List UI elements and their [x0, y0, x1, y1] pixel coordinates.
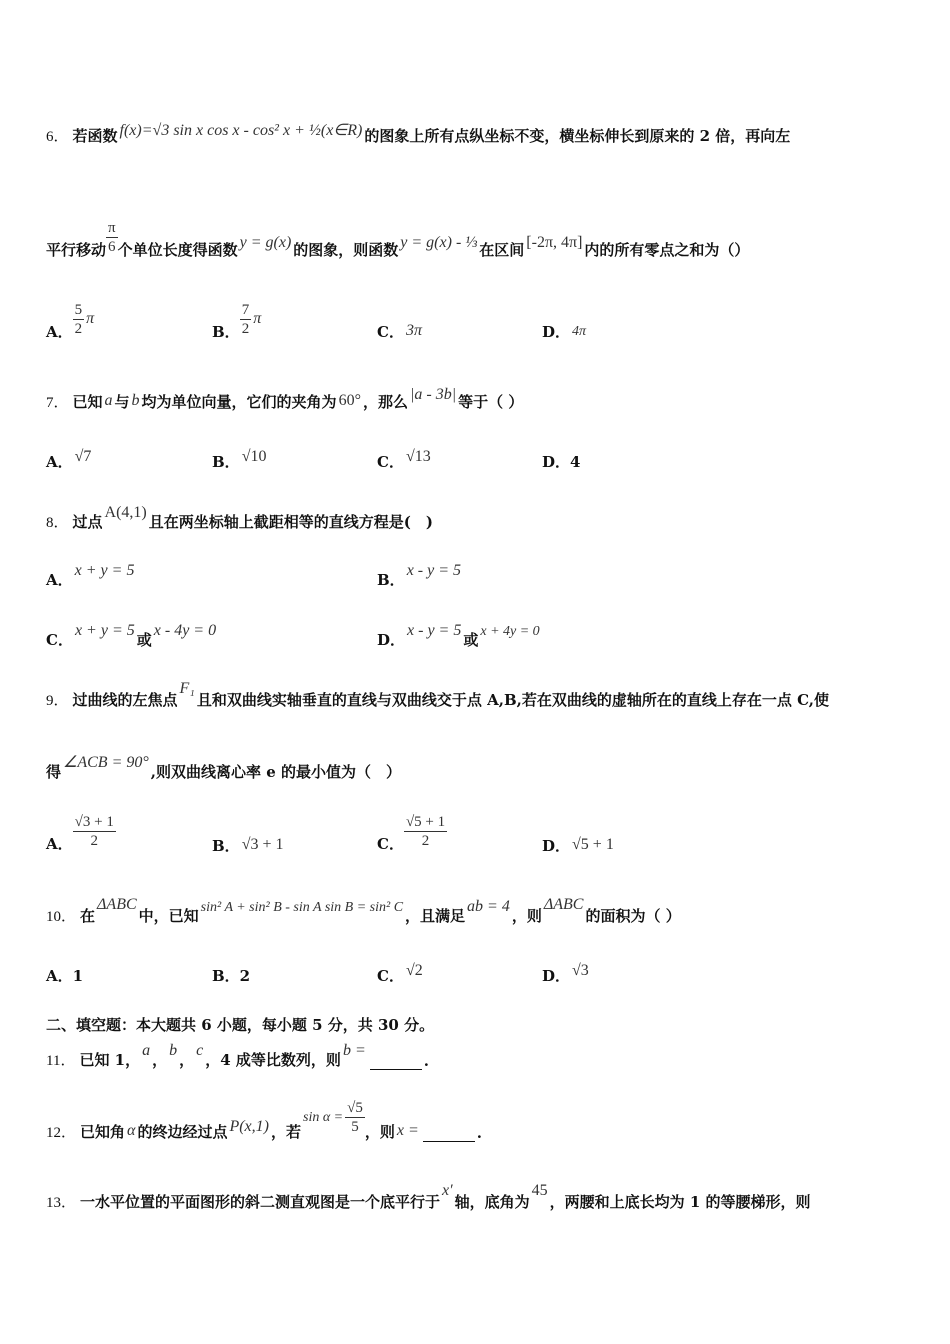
q8-option-b[interactable]	[377, 556, 463, 590]
question-number: 6．	[46, 129, 69, 145]
q6-option-d[interactable]	[542, 310, 588, 342]
option-label: B．	[212, 323, 240, 341]
question-text: 轴，底角为	[454, 1193, 530, 1211]
math-formula: x - 4y = 0	[153, 622, 217, 639]
question-text: 与	[114, 393, 130, 411]
q10-option-d[interactable]	[542, 954, 591, 986]
question-text: 已知 1，	[79, 1051, 141, 1069]
math-formula: 4π	[572, 324, 587, 339]
q8-option-c[interactable]	[46, 616, 218, 650]
question-number: 10．	[46, 909, 77, 925]
question-text: ，则	[364, 1123, 395, 1141]
math-variable: b	[169, 1042, 178, 1059]
q10-option-a[interactable]	[46, 954, 83, 986]
question-7-line	[46, 376, 904, 412]
q9-option-d[interactable]	[542, 826, 616, 856]
or-word: 或	[136, 631, 152, 649]
question-number: 9．	[46, 693, 69, 709]
question-text: 过点	[72, 513, 103, 531]
option-label: D．	[542, 323, 571, 341]
math-axis: x′	[442, 1182, 453, 1199]
option-label: A．	[46, 323, 73, 341]
separator: ，	[179, 1051, 195, 1069]
separator: ，	[152, 1051, 168, 1069]
math-fraction	[106, 219, 118, 256]
fraction-numerator: √5 + 1	[405, 814, 446, 830]
fraction-denominator: 6	[108, 239, 116, 255]
question-text: 内的所有零点之和为（）	[584, 241, 750, 259]
question-number: 8．	[46, 515, 69, 531]
math-fraction	[345, 1099, 365, 1136]
math-vector: b	[131, 392, 140, 409]
math-vector: a	[104, 392, 113, 409]
option-label: B．	[212, 837, 240, 855]
math-formula: x + y = 5	[74, 622, 135, 639]
q8-option-a[interactable]	[46, 556, 136, 590]
q7-option-b[interactable]	[212, 440, 268, 472]
question-text: ，则	[511, 907, 542, 925]
option-label: B．	[377, 571, 405, 589]
option-label: D．	[542, 837, 571, 855]
option-label: B．2	[212, 967, 251, 985]
option-label: A．1	[46, 967, 84, 985]
math-fraction	[73, 813, 116, 850]
q6-option-b[interactable]	[212, 296, 263, 342]
question-text: 个单位长度得函数	[117, 241, 238, 259]
option-label: A．	[46, 571, 73, 589]
question-8-line	[46, 496, 904, 532]
math-symbol: π	[253, 310, 262, 327]
option-label: C．	[377, 323, 404, 341]
question-text: 得	[46, 763, 62, 781]
q8-option-d[interactable]	[377, 616, 542, 650]
question-text: 在区间	[479, 241, 525, 259]
q9-option-a[interactable]	[46, 808, 116, 854]
option-label: D．	[542, 967, 571, 985]
q9-option-b[interactable]	[212, 826, 286, 856]
math-formula: x + 4y = 0	[480, 624, 540, 639]
math-formula: |a - 3b|	[409, 386, 457, 403]
math-fraction	[73, 301, 85, 338]
question-text: 一水平位置的平面图形的斜二测直观图是一个底平行于	[80, 1193, 441, 1211]
math-formula: √13	[405, 448, 431, 465]
q6-option-c[interactable]	[377, 310, 424, 342]
question-text: ，两腰和上底长均为 1 的等腰梯形，则	[549, 1193, 811, 1211]
q10-option-b[interactable]	[212, 954, 250, 986]
math-formula: f(x)=√3 sin x cos x - cos² x + ½(x∈R)	[119, 122, 363, 139]
math-formula: x + y = 5	[74, 562, 135, 579]
question-text: 在	[80, 907, 96, 925]
option-label: D．	[377, 631, 406, 649]
question-number: 11．	[46, 1053, 76, 1069]
math-formula: √5 + 1	[572, 836, 614, 853]
question-text: 平行移动	[46, 241, 107, 259]
math-triangle: ΔABC	[543, 896, 584, 913]
q7-option-a[interactable]	[46, 440, 93, 472]
question-text: .	[476, 1124, 483, 1142]
math-formula: √2	[405, 962, 423, 979]
fraction-denominator: 5	[351, 1119, 359, 1135]
question-6-line-2	[46, 214, 904, 260]
fraction-denominator: 2	[241, 321, 250, 337]
question-text: 的终边经过点	[137, 1123, 228, 1141]
math-point: A(4,1)	[104, 504, 147, 521]
math-formula: y = g(x)	[239, 234, 292, 251]
question-text: 已知	[72, 393, 103, 411]
question-text: ，若	[270, 1123, 301, 1141]
fraction-denominator: 2	[421, 833, 430, 849]
math-formula: ab = 4	[467, 898, 510, 915]
question-text: ，4 成等比数列，则	[205, 1051, 341, 1069]
question-text: 已知角	[80, 1123, 126, 1141]
math-variable: c	[196, 1042, 204, 1059]
option-label: C．	[46, 631, 73, 649]
option-label: A．	[46, 453, 73, 471]
math-interval: [-2π, 4π]	[526, 234, 583, 251]
math-formula: sin α =	[303, 1110, 344, 1125]
math-fraction	[240, 301, 252, 338]
math-formula: x =	[396, 1122, 419, 1139]
math-variable: a	[142, 1042, 151, 1059]
option-label: C．	[377, 835, 404, 853]
question-6-line-1	[46, 100, 904, 146]
math-angle: 60°	[338, 392, 361, 409]
math-fraction	[404, 813, 447, 850]
question-text: ，那么	[362, 393, 408, 411]
question-10-line	[46, 890, 904, 926]
math-angle: 45	[531, 1182, 548, 1199]
math-formula: x - y = 5	[406, 562, 462, 579]
question-12-line	[46, 1098, 904, 1142]
question-13-line	[46, 1178, 904, 1212]
question-text: ,则双曲线离心率 e 的最小值为（ ）	[150, 763, 401, 781]
math-angle: ∠ACB = 90°	[63, 754, 149, 771]
fraction-numerator: 5	[74, 302, 83, 318]
math-point: P(x,1)	[229, 1118, 269, 1135]
math-symbol: π	[86, 310, 95, 327]
question-number: 13．	[46, 1195, 77, 1211]
fraction-denominator: 2	[74, 321, 83, 337]
math-formula: √10	[241, 448, 267, 465]
question-text: 的图象，则函数	[293, 241, 399, 259]
question-text: ，且满足	[405, 907, 466, 925]
q6-option-a[interactable]	[46, 296, 96, 342]
question-11-line	[46, 1036, 904, 1070]
answer-blank[interactable]	[370, 1069, 422, 1070]
q9-option-c[interactable]	[377, 808, 447, 854]
fraction-numerator: √5	[347, 1100, 363, 1116]
option-label: C．	[377, 967, 404, 985]
math-focus: F₁	[179, 680, 195, 697]
q10-option-c[interactable]	[377, 954, 425, 986]
math-formula: √7	[74, 448, 92, 465]
question-text: 中，已知	[138, 907, 199, 925]
fraction-denominator: 2	[90, 833, 98, 849]
question-9-line-1	[46, 674, 904, 710]
question-number: 7．	[46, 395, 69, 411]
question-9-line-2	[46, 746, 904, 782]
question-number: 12．	[46, 1125, 77, 1141]
math-angle: α	[127, 1122, 136, 1139]
question-text: 若函数	[72, 127, 118, 145]
option-label: D．4	[542, 453, 581, 471]
q7-option-d[interactable]	[542, 440, 580, 472]
math-formula: √3 + 1	[241, 836, 284, 853]
question-text: 的面积为（ ）	[585, 907, 681, 925]
fraction-numerator: π	[108, 220, 116, 236]
fraction-numerator: 7	[241, 302, 250, 318]
math-formula: 3π	[405, 322, 422, 339]
answer-blank[interactable]	[423, 1141, 475, 1142]
question-text: .	[423, 1052, 429, 1070]
math-formula: y = g(x) - ⅓	[400, 234, 478, 251]
math-formula: b =	[342, 1042, 366, 1059]
question-text: 过曲线的左焦点	[72, 691, 178, 709]
option-label: C．	[377, 453, 404, 471]
question-text: 均为单位向量，它们的夹角为	[141, 393, 337, 411]
math-formula: sin² A + sin² B - sin A sin B = sin² C	[200, 900, 404, 915]
question-text: 且在两坐标轴上截距相等的直线方程是( )	[148, 513, 433, 531]
section-heading: 二、填空题：本大题共 6 小题，每小题 5 分，共 30 分。	[46, 1016, 435, 1034]
question-text: 且和双曲线实轴垂直的直线与双曲线交于点 A,B,若在双曲线的虚轴所在的直线上存在一点 C,使	[196, 691, 829, 709]
or-word: 或	[463, 631, 479, 649]
fraction-numerator: √3 + 1	[74, 814, 114, 830]
math-triangle: ΔABC	[97, 896, 137, 913]
question-text: 的图象上所有点纵坐标不变，横坐标伸长到原来的 2 倍，再向左	[364, 127, 791, 145]
q7-option-c[interactable]	[377, 440, 433, 472]
math-formula: √3	[572, 962, 589, 979]
option-label: B．	[212, 453, 240, 471]
option-label: A．	[46, 835, 73, 853]
question-text: 等于（ ）	[458, 393, 524, 411]
math-formula: x - y = 5	[407, 622, 462, 639]
